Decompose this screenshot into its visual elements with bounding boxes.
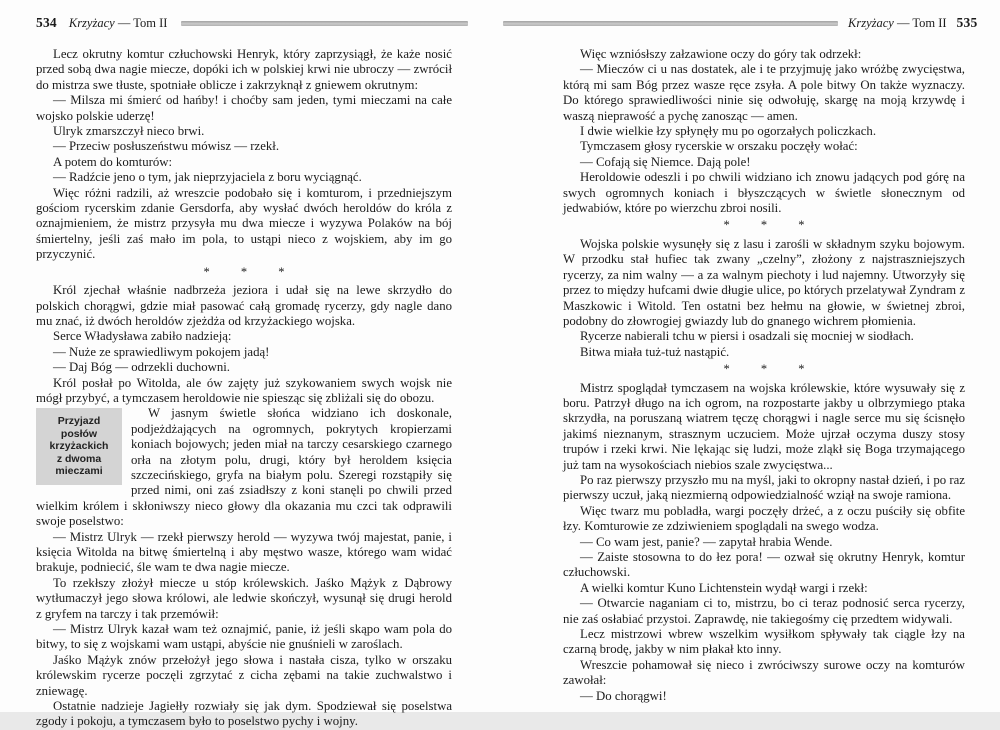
paragraph: — Daj Bóg — odrzekli duchowni. bbox=[53, 360, 230, 375]
margin-note-line: z dwoma bbox=[56, 452, 102, 465]
paragraph: Więc twarz mu pobladła, wargi poczęły drżeć, a z oczu puściły się obfite łzy. Komturowie ze zdziwieniem spoglądali na swego wodza. bbox=[563, 503, 965, 534]
paragraph: Heroldowie odeszli i po chwili widziano ich znowu jadących pod górę na swych ogromnych koniach i błyszczących w świetle słonecznym od jedwabiów, które po wierzchu zbroi nosili. bbox=[563, 170, 965, 216]
margin-note-line: Przyjazd posłów bbox=[57, 415, 101, 440]
paragraph: Ulryk zmarszczył nieco brwi. bbox=[53, 124, 205, 139]
paragraph: A potem do komturów: bbox=[53, 154, 173, 169]
right-running-title: Krzyżacy — Tom II bbox=[848, 15, 947, 30]
margin-note-line: mieczami bbox=[55, 465, 103, 478]
paragraph: Mistrz spoglądał tymczasem na wojska królewskie, które wysuwały się z boru. Patrzył długo na ich ogrom, na rozpostarte jakby u olbrzymiego ptaka skrzydła, na poruszaną wiatrem tęczę chorągwi i nagle serce mu się ścisnęło jakimś nieznanym, strasznym uczuciem. Może ujrzał oczyma duszy stosy trupów i rzeki krwi. Nie lękając się ludzi, może zląkł się Boga trzymającego już tam na wysokościach niebios szale zwycięstwa... bbox=[563, 380, 965, 472]
paragraph: Wojska polskie wysunęły się z lasu i zarośli w składnym szyku bojowym. W przodku stał hufiec tak zwany „czelny”, złożony z najstraszniejszych rycerzy, za nim walny — a za walnym piechoty i lud najemny. Utworzyły się przez to między hufcami dwie długie ulice, po których przelatywał Zyndram z Maszkowic i Witold. Ten ostatni bez hełmu na głowie, w świetnej zbroi, podobny do złowrogiej gwiazdy lub do gnanego wichrem płomienia. bbox=[563, 236, 965, 328]
paragraph: — Przeciw posłuszeństwu mówisz — rzekł. bbox=[53, 139, 280, 154]
paragraph: — Otwarcie naganiam ci to, mistrzu, bo ci teraz podnosić serca rycerzy, nie zaś osłabiać przystoi. Zaprawdę, nie takiegośmy cię przedtem widywali. bbox=[563, 596, 965, 626]
paragraph: Król posłał po Witolda, ale ów zajęty już szykowaniem swych wojsk nie mógł przybyć, a tymczasem heroldowie nie spiesząc się zbliżali się do obozu. bbox=[36, 375, 452, 405]
section-separator: * * * bbox=[723, 218, 805, 233]
left-page-number: 534 bbox=[36, 15, 57, 30]
paragraph: Bitwa miała tuż-tuż nastąpić. bbox=[580, 344, 730, 359]
paragraph: A wielki komtur Kuno Lichtenstein wydął wargi i rzekł: bbox=[580, 580, 868, 595]
left-running-title: Krzyżacy — Tom II bbox=[68, 15, 168, 30]
paragraph: — Radźcie jeno o tym, jak nieprzyjaciela z boru wyciągnąć. bbox=[53, 170, 362, 185]
header-rule bbox=[181, 21, 468, 26]
paragraph: Więc wzniósłszy załzawione oczy do góry tak odrzekł: bbox=[580, 47, 862, 61]
left-page-header bbox=[36, 15, 468, 31]
header-rule bbox=[503, 21, 838, 26]
paragraph: — Milsza mi śmierć od hańby! i choćby sam jeden, tymi mieczami na całe wojsko polskie uderzę! bbox=[36, 93, 452, 123]
paragraph: Przyjazd posłów krzyżackich z dwoma mieczami W jasnym świetle słońca widziano ich doskonale, podjeżdżających na ogromnych, pokrytych kropierzami koniach bojowych; jeden miał na tarczy cesarskiego czarnego orła na złotym polu, drugi, który był heroldem księcia szczecińskiego, gryfa na białym polu. Szeregi rozstąpiły się przed nimi, oni zaś zsiadłszy z koni stanęli po chwili przed wielkim królem i skłoniwszy nieco głowy dla okazania mu czci tak odprawili swoje poselstwo: bbox=[36, 406, 452, 529]
paragraph: I dwie wielkie łzy spłynęły mu po ogorzałych policzkach. bbox=[580, 124, 877, 139]
paragraph: Serce Władysława zabiło nadzieją: bbox=[53, 329, 232, 344]
margin-note bbox=[36, 408, 122, 485]
paragraph: Król zjechał właśnie nadbrzeża jeziora i udał się na lewe skrzydło do polskich chorągwi, gdzie miał pasować całą gromadę rycerzy, gdy nagle dano mu znać, iż dwóch heroldów zjeżdża od krzyżackiego wojska. bbox=[36, 283, 452, 328]
paragraph: — Mistrz Ulryk — rzekł pierwszy herold — wyzywa twój majestat, panie, i księcia Witolda na bitwę śmiertelną i aby męstwo wasze, którego wam widać brakuje, podniecić, śle wam te dwa nagie miecze. bbox=[36, 529, 452, 575]
paragraph: Więc różni radzili, aż wreszcie podobało się i komturom, i przedniejszym gościom rycerskim zdanie Gersdorfa, aby wysłać dwóch heroldów do króla z oznajmieniem, że mistrz przysyła mu dwa miecze i wyzywa Polaków na bój śmiertelny, jeśli zaś mało im pola, to ustąpi nieco z wojskiem, aby im go przyczynić. bbox=[36, 185, 452, 262]
paragraph: Lecz mistrzowi wbrew wszelkim wysiłkom spływały tak ciągle łzy na czarną brodę, jakby w nim płakał kto inny. bbox=[563, 627, 965, 657]
paragraph: Rycerze nabierali tchu w piersi i osadzali się mocniej w siodłach. bbox=[580, 329, 914, 344]
right-page-body bbox=[563, 47, 965, 703]
paragraph: Jaśko Mążyk znów przełożył jego słowa i nastała cisza, tylko w orszaku królewskim rycerze poczęli zgrzytać z cicha zębami na takie zuchwalstwo i zniewagę. bbox=[36, 652, 452, 698]
paragraph: — Nuże ze sprawiedliwym pokojem jadą! bbox=[53, 344, 270, 359]
section-separator: * * * bbox=[723, 362, 805, 377]
paragraph: Lecz okrutny komtur człuchowski Henryk, który zaprzysiągł, że każe nosić przed sobą dwa nagie miecze, dopóki ich w polskiej krwi nie ubroczy — zwrócił do mistrza swe tłuste, spotniałe oblicze i zakrzyknął z gniewem okrutnym: bbox=[36, 47, 452, 92]
paragraph: — Mistrz Ulryk kazał wam też oznajmić, panie, iż jeśli skąpo wam pola do bitwy, to się z wojskami wam ustąpi, abyście nie gnuśnieli w zaroślach. bbox=[36, 622, 452, 652]
left-page-body bbox=[36, 47, 452, 729]
paragraph: Ostatnie nadzieje Jagiełły rozwiały się jak dym. Spodziewał się poselstwa zgody i pokoju, a tymczasem było to poselstwo pychy i wojny. bbox=[36, 699, 452, 729]
paragraph: Tymczasem głosy rycerskie w orszaku poczęły wołać: bbox=[580, 139, 858, 154]
paragraph: Po raz pierwszy przyszło mu na myśl, jaki to okropny nastał dzień, i po raz pierwszy uczuł, jaką niezmierną odpowiedzialność wziął na swoje ramiona. bbox=[563, 472, 965, 503]
right-page-number: 535 bbox=[956, 15, 978, 30]
paragraph: Wreszcie pohamował się nieco i zwróciwszy surowe oczy na komturów zawołał: bbox=[563, 657, 965, 688]
paragraph: — Do chorągwi! bbox=[580, 688, 667, 703]
paragraph: — Cofają się Niemce. Dają pole! bbox=[580, 154, 751, 169]
right-page-header bbox=[503, 15, 978, 31]
paragraph: — Zaiste stosowna to do łez pora! — ozwał się okrutny Henryk, komtur człuchowski. bbox=[563, 550, 965, 580]
paragraph: — Co wam jest, panie? — zapytał hrabia Wende. bbox=[580, 534, 833, 549]
margin-note-line: krzyżackich bbox=[49, 440, 109, 453]
section-separator: * * * bbox=[203, 264, 285, 279]
paragraph: — Mieczów ci u nas dostatek, ale i te przyjmuję jako wróżbę zwycięstwa, którą mi sam Bóg przez wasze ręce zsyła. A pole bitwy On także wyznaczy. Do którego sprawiedliwości ninie się odwołuję, skargę na moją krzywdę i waszą nieprawość a pychę zanosząc — amen. bbox=[563, 62, 965, 123]
paragraph: To rzekłszy złożył miecze u stóp królewskich. Jaśko Mążyk z Dąbrowy wytłumaczył jego słowa królowi, ale ledwie skończył, wysunął się drugi herold z gryfem na tarczy i tak przemówił: bbox=[36, 575, 452, 621]
